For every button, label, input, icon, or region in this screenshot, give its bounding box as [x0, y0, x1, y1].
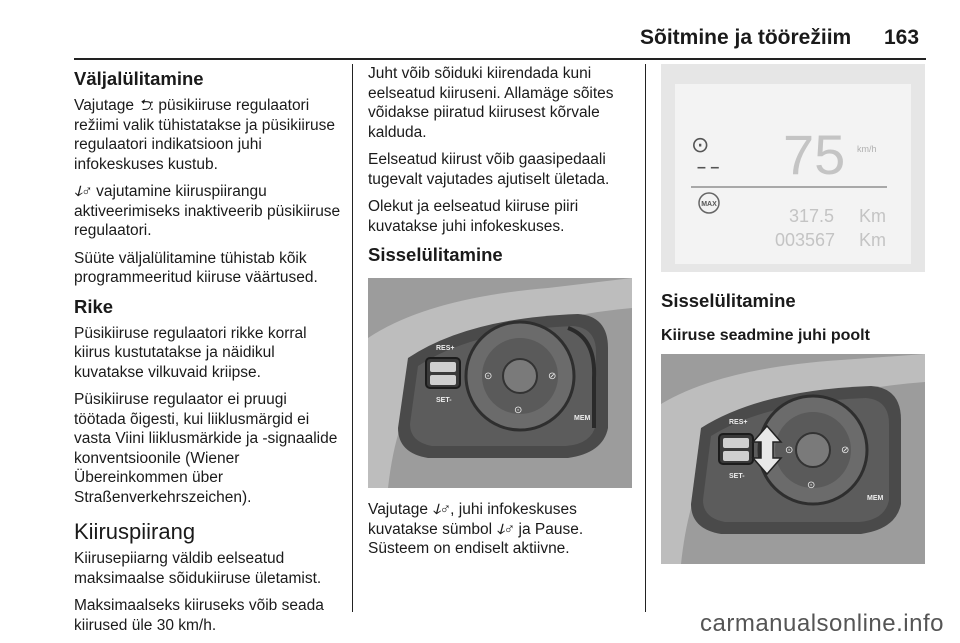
text: Vajutage	[368, 501, 433, 518]
speed-limiter-icon: ↆ♂	[74, 183, 92, 200]
separator	[691, 186, 887, 188]
paragraph: Püsikiiruse regulaatori rikke korral kiirus kustutatakse ja näidikul kuvatakse vilkuvaid kriipse.	[74, 324, 307, 381]
paragraph: Juht võib sõiduki kiirendada kuni eelseatud kiiruseni. Allamäge sõites võidakse piiratud kiirusest kõrvale kalduda.	[368, 65, 614, 141]
odometer-value: 003567	[775, 230, 836, 250]
mem-label: MEM	[867, 495, 884, 502]
set-label: SET-	[436, 397, 452, 404]
paragraph: Eelseatud kiirust võib gaasipedaali tugevalt vajutades ajutiselt ületada.	[368, 151, 610, 188]
res-label: RES+	[729, 419, 748, 426]
speed-value: 75	[783, 123, 846, 186]
speed-limiter-icon: ⊙	[691, 133, 710, 158]
speed-limiter-icon: ↆ♂	[496, 520, 515, 538]
chapter-title: Sõitmine ja töörežiim	[640, 26, 852, 49]
heading-valjalulitamine: Väljalülitamine	[74, 68, 204, 89]
steering-wheel-illustration	[368, 278, 632, 488]
cruise-icon: ⊙	[785, 445, 794, 456]
steering-wheel-set-image	[661, 354, 925, 564]
speed-limiter-icon: ⊙	[514, 405, 523, 416]
cruise-cancel-icon: ⊘	[841, 445, 850, 456]
text: ja Pause. Süsteem on endiselt aktiivne.	[368, 520, 584, 557]
heading-kiiruspiirang: Kiiruspiirang	[74, 519, 196, 544]
paragraph	[368, 500, 638, 559]
text: , juhi infokeskuses kuvatakse sümbol	[368, 501, 577, 538]
column-2	[368, 64, 638, 567]
steering-wheel-controls-image	[368, 278, 632, 488]
speed-limiter-icon: ⊙	[807, 480, 816, 491]
range-value: 317.5	[789, 206, 835, 226]
paragraph: Kiirusepiiarng väldib eelseatud maksimaalse sõidukiiruse ületamist.	[74, 550, 322, 587]
cruise-cancel-icon: ⊘	[548, 371, 557, 382]
heading-sisselulitamine: Sisselülitamine	[661, 290, 796, 311]
dashes: – –	[697, 159, 720, 176]
text: vajutamine kiiruspiirangu aktiveerimiseks inaktiveerib püsikiiruse regulaatori.	[74, 183, 341, 239]
text: : püsikiiruse regulaatori režiimi valik tühistatakse ja püsikiiruse regulaatori indikatsioon juhi infokeskuses kustub.	[74, 97, 336, 173]
heading-sisselulitamine: Sisselülitamine	[368, 244, 503, 265]
paragraph	[74, 96, 342, 174]
paragraph: Püsikiiruse regulaator ei pruugi töötada õigesti, kui liiklusmärgid ei vasta Viini liiklusmärkide ja -signaalide konventsioonile (Wiener Übereinkommen über Straßenverkehrszeichen).	[74, 391, 338, 506]
steering-wheel-illustration-2	[661, 354, 925, 564]
res-label: RES+	[436, 345, 455, 352]
set-label: SET-	[729, 473, 745, 480]
max-label: MAX	[701, 201, 717, 208]
column-3	[661, 64, 926, 564]
odometer-unit: Km	[859, 230, 886, 250]
header-rule	[74, 58, 926, 60]
cruise-icon: ⊙	[484, 371, 493, 382]
paragraph: Süüte väljalülitamine tühistab kõik programmeeritud kiiruse väärtused.	[74, 249, 318, 286]
speed-limiter-icon: ↆ♂	[432, 501, 451, 518]
paragraph: Olekut ja eelseatud kiiruse piiri kuvatakse juhi infokeskuses.	[368, 198, 579, 235]
mem-label: MEM	[574, 415, 591, 422]
heading-kiiruse-seadmine: Kiiruse seadmine juhi poolt	[661, 327, 870, 344]
column-1	[74, 64, 342, 643]
column-divider-2	[645, 64, 646, 612]
instrument-display-image	[661, 64, 925, 272]
speed-unit: km/h	[857, 144, 877, 154]
range-unit: Km	[859, 206, 886, 226]
paragraph: Maksimaalseks kiiruseks võib seada kiirused üle 30 km/h.	[74, 597, 324, 634]
cruise-cancel-icon: ⮌	[138, 97, 150, 114]
watermark: carmanualsonline.info	[700, 610, 944, 637]
paragraph	[74, 182, 342, 241]
heading-rike: Rike	[74, 295, 114, 317]
page-number: 163	[884, 26, 920, 49]
column-divider-1	[352, 64, 353, 612]
text: Vajutage	[74, 97, 139, 114]
speed-limiter-display	[661, 64, 925, 272]
